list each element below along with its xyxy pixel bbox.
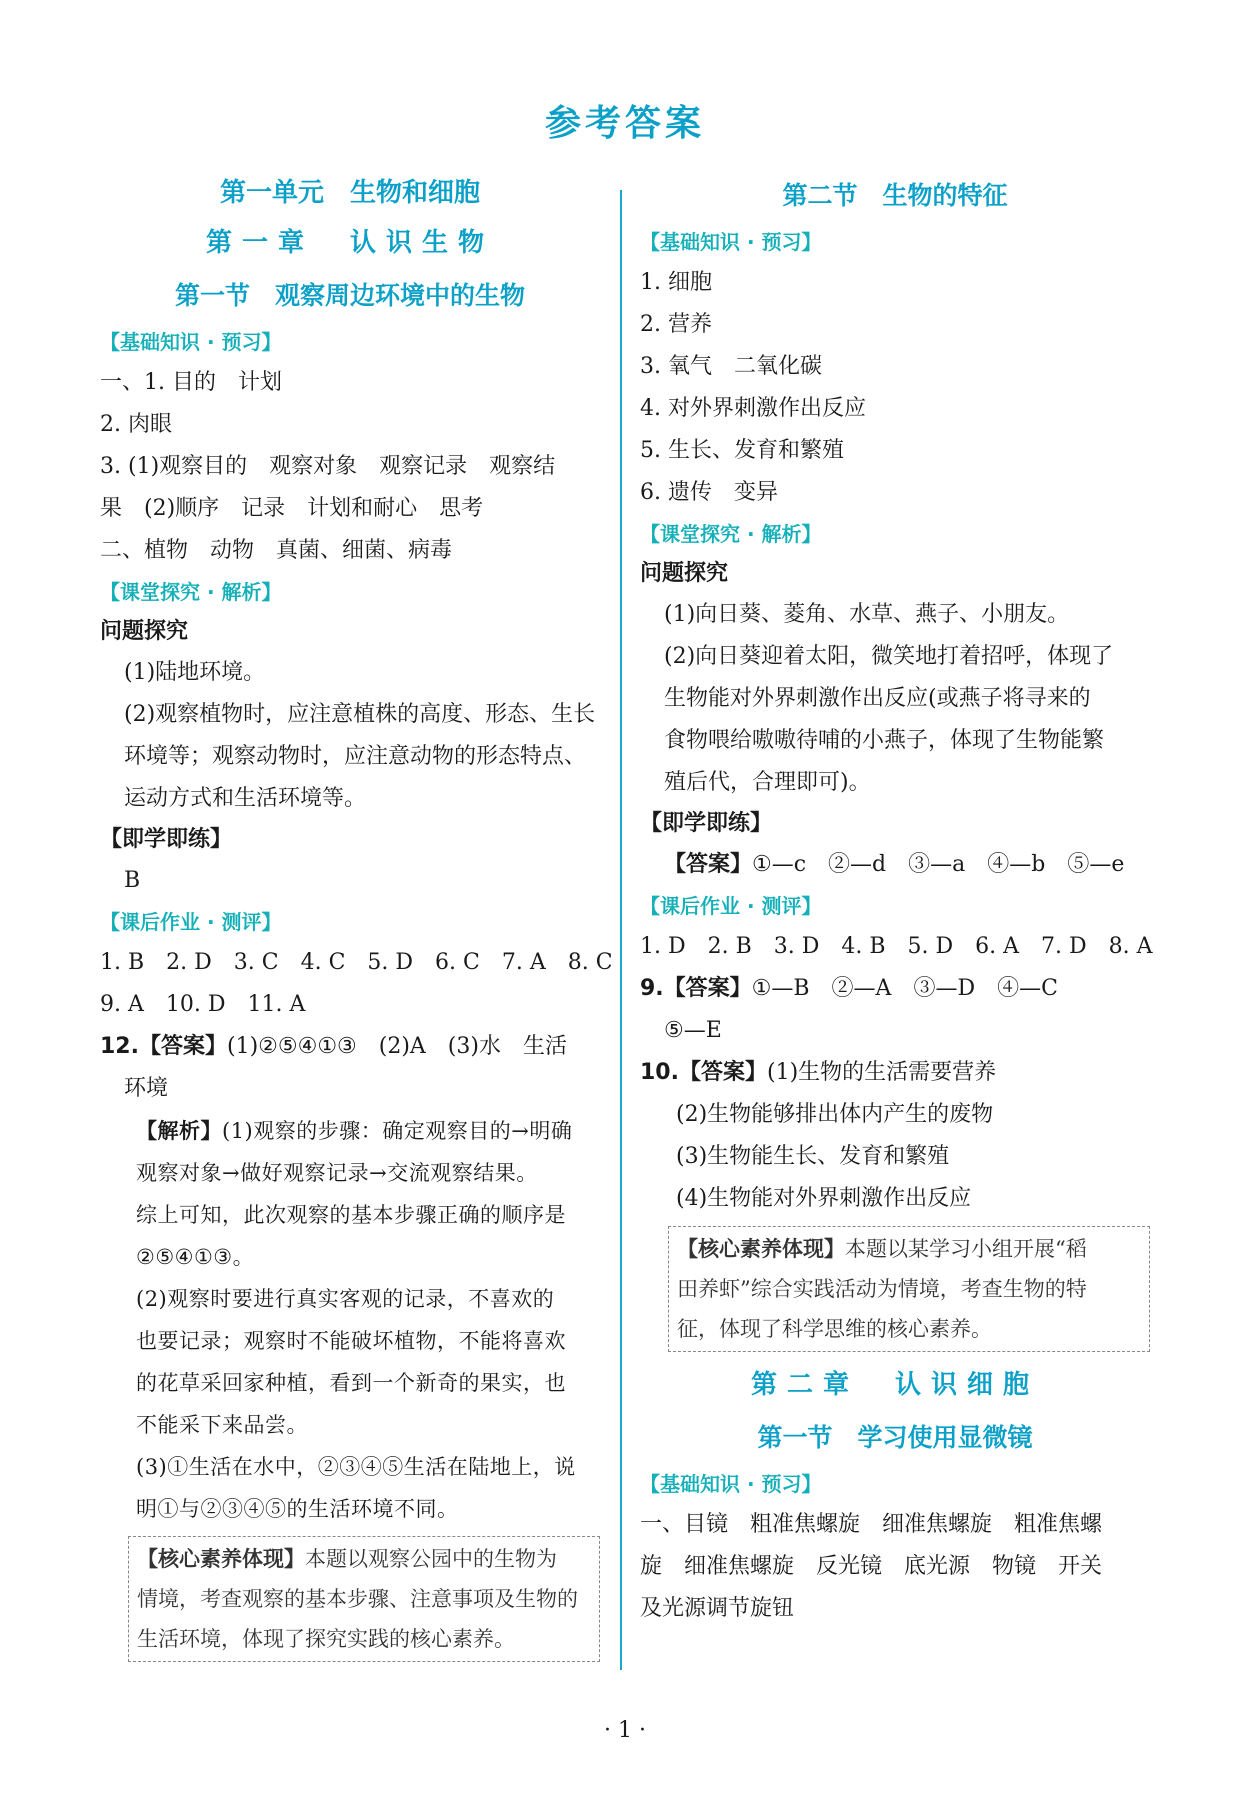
question-heading: 问题探究 [100,619,189,644]
column-divider [620,190,622,1670]
analysis-line: 综上可知，此次观察的基本步骤正确的顺序是 [136,1203,566,1227]
left-column [100,170,613,1668]
basic-line: 3. 氧气 二氧化碳 [640,354,822,379]
basic-line: 4. 对外界刺激作出反应 [640,396,866,421]
core-line: 田养虾”综合实践活动为情境，考查生物的特 [677,1277,1087,1301]
analysis-line: 观察对象→做好观察记录→交流观察结果。 [136,1161,538,1185]
question-line: (2)向日葵迎着太阳，微笑地打着招呼，体现了 [664,644,1114,669]
analysis-label: 【解析】 [136,1119,222,1143]
q12-answer: 12.【答案】(1)②⑤④①③ (2)A (3)水 生活 [100,1034,567,1059]
q10-answer-line: (4)生物能对外界刺激作出反应 [676,1186,972,1211]
basic-line: 3. (1)观察目的 观察对象 观察记录 观察结 [100,454,556,479]
tag-homework: 【课后作业 · 测评】 [100,910,282,934]
core-label: 【核心素养体现】 [137,1547,305,1571]
page-title: 参考答案 [544,102,705,144]
section-title: 第一节 学习使用显微镜 [757,1423,1033,1452]
question-line: 食物喂给嗷嗷待哺的小燕子，体现了生物能繁 [664,728,1105,753]
core-line: 生活环境，体现了探究实践的核心素养。 [137,1627,515,1651]
basic-line: 5. 生长、发育和繁殖 [640,438,844,463]
basic-line: 一、目镜 粗准焦螺旋 细准焦螺旋 粗准焦螺 [640,1512,1103,1537]
basic-line: 果 (2)顺序 记录 计划和耐心 思考 [100,496,484,521]
answer-label: 【答案】 [664,852,753,877]
question-line: 环境等；观察动物时，应注意动物的形态特点、 [124,744,587,769]
analysis-line: 也要记录；观察时不能破坏植物，不能将喜欢 [136,1329,566,1353]
tag-basic-knowledge: 【基础知识 · 预习】 [640,230,822,254]
basic-line: 及光源调节旋钮 [640,1596,795,1621]
core-literacy-box [668,1226,1150,1352]
tag-practice: 【即学即练】 [640,811,773,836]
basic-line: 2. 营养 [640,312,712,337]
core-line: 【核心素养体现】本题以某学习小组开展“稻 [677,1237,1087,1261]
right-column [640,170,1153,1630]
chapter-title: 第一章 认识生物 [205,228,494,258]
basic-line: 旋 细准焦螺旋 反光镜 底光源 物镜 开关 [640,1554,1103,1579]
analysis-line: 明①与②③④⑤的生活环境不同。 [136,1497,459,1521]
question-line: (2)观察植物时，应注意植株的高度、形态、生长 [124,702,596,727]
question-line: (1)向日葵、菱角、水草、燕子、小朋友。 [664,602,1070,627]
answer-label: 10.【答案】 [640,1060,767,1085]
tag-homework: 【课后作业 · 测评】 [640,894,822,918]
analysis-line: (2)观察时要进行真实客观的记录，不喜欢的 [136,1287,555,1311]
practice-answer: 【答案】①—c ②—d ③—a ④—b ⑤—e [664,852,1125,877]
basic-line: 二、植物 动物 真菌、细菌、病毒 [100,538,453,563]
tag-classroom: 【课堂探究 · 解析】 [640,522,822,546]
core-line: 征，体现了科学思维的核心素养。 [677,1317,992,1341]
question-line: 殖后代，合理即可)。 [664,770,871,795]
core-line: 情境，考查观察的基本步骤、注意事项及生物的 [137,1587,578,1611]
homework-line: 1. D 2. B 3. D 4. B 5. D 6. A 7. D 8. A [640,934,1153,959]
q10-answer-line: (3)生物能生长、发育和繁殖 [676,1144,950,1169]
q10-answer-line: (2)生物能够排出体内产生的废物 [676,1102,994,1127]
section-title: 第一节 观察周边环境中的生物 [174,281,525,310]
q9-answer-cont: ⑤—E [664,1018,722,1043]
page-number: · 1 · [604,1718,646,1743]
homework-line: 9. A 10. D 11. A [100,992,306,1017]
basic-line: 1. 细胞 [640,270,712,295]
unit-title: 第一单元 生物和细胞 [219,178,480,208]
chapter-title: 第二章 认识细胞 [750,1370,1039,1400]
answer-label: 12.【答案】 [100,1034,227,1059]
analysis-line: 的花草采回家种植，看到一个新奇的果实，也 [136,1371,566,1395]
analysis-line: 【解析】(1)观察的步骤：确定观察目的→明确 [136,1119,573,1143]
analysis-line: 不能采下来品尝。 [136,1413,308,1437]
tag-basic-knowledge: 【基础知识 · 预习】 [640,1472,822,1496]
question-heading: 问题探究 [640,561,729,586]
q10-answer: 10.【答案】(1)生物的生活需要营养 [640,1060,997,1085]
tag-classroom: 【课堂探究 · 解析】 [100,580,282,604]
analysis-line: ②⑤④①③。 [136,1245,255,1269]
q12-answer-cont: 环境 [124,1076,169,1101]
core-literacy-box [128,1536,600,1662]
question-line: 运动方式和生活环境等。 [124,786,367,811]
section-title: 第二节 生物的特征 [782,181,1008,210]
basic-line: 一、1. 目的 计划 [100,370,282,395]
answer-label: 9.【答案】 [640,976,752,1001]
basic-line: 2. 肉眼 [100,412,172,437]
core-label: 【核心素养体现】 [677,1237,845,1261]
basic-line: 6. 遗传 变异 [640,480,778,505]
practice-answer: B [124,868,141,893]
analysis-line: (3)①生活在水中，②③④⑤生活在陆地上，说 [136,1455,576,1479]
homework-line: 1. B 2. D 3. C 4. C 5. D 6. C 7. A 8. C [100,950,613,975]
question-line: 生物能对外界刺激作出反应(或燕子将寻来的 [664,686,1091,711]
core-line: 【核心素养体现】本题以观察公园中的生物为 [137,1547,557,1571]
question-line: (1)陆地环境。 [124,660,266,685]
q9-answer: 9.【答案】①—B ②—A ③—D ④—C [640,976,1058,1001]
tag-basic-knowledge: 【基础知识 · 预习】 [100,330,282,354]
tag-practice: 【即学即练】 [100,827,233,852]
